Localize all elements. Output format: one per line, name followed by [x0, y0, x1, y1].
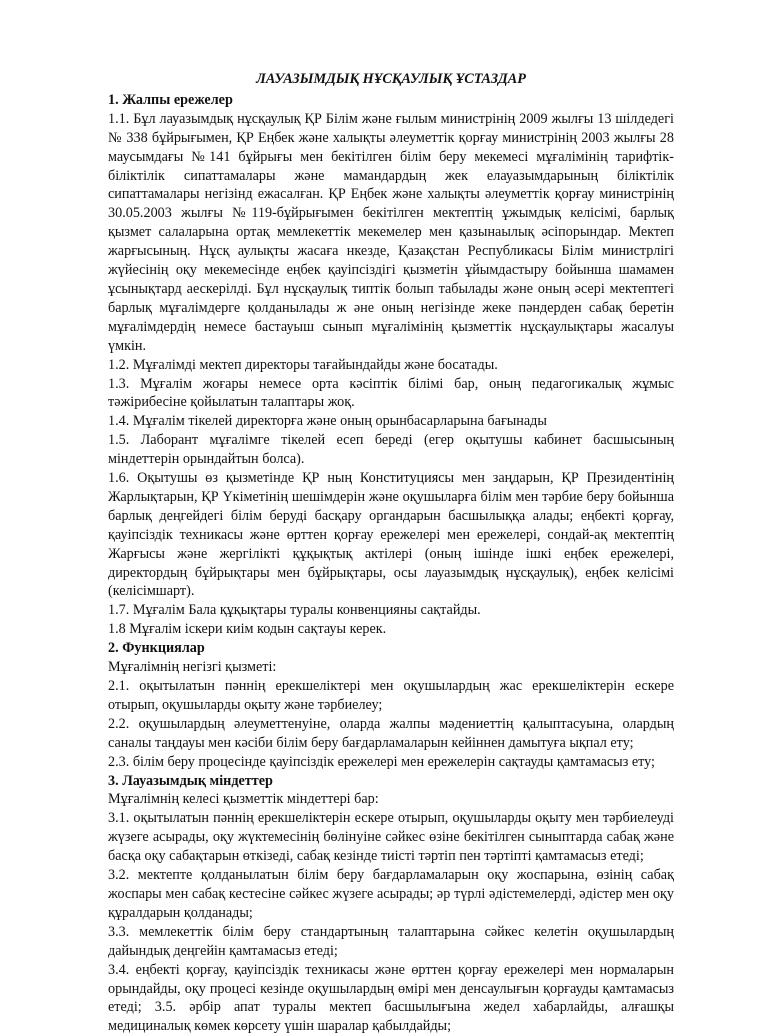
paragraph: 3.3. мемлекеттік білім беру стандартының талаптарына сәйкес келетін оқушылардың дайындық деңгейін қамтамасыз етеді; — [108, 923, 674, 959]
paragraph: 1.8 Мұғалім іскери киім кодын сақтауы керек. — [108, 621, 387, 638]
paragraph: 1.4. Мұғалім тікелей директорға және оның орынбасарларына бағынады — [108, 413, 547, 430]
paragraph: Мұғалімнің келесі қызметтік міндеттері бар: — [108, 791, 379, 808]
paragraph: 3.2. мектепте қолданылатын білім беру бағдарламаларын оқу жоспарына, өзінің сабақ жоспары мен сабақ кестесіне сәйкес жүзеге асырады; әр түрлі әдістемелерді, әдістер мен оқу құралдарын қолданады; — [108, 867, 674, 921]
section-functions — [108, 639, 674, 771]
paragraph: 3.4. еңбекті қорғау, қауіпсіздік техникасы және өрттен қорғау ережелері мен нормаларын орындайды, оқу процесі кезінде оқушылардың өмірі мен денсаулығын қорғауды қамтамасыз етеді; 3.5. әрбір апат туралы мектеп басшылығына жедел хабарлайды, алғашқы медициналық көмек көрсету үшін шаралар қабылдайды; — [108, 961, 674, 1035]
section-heading: 2. Функциялар — [108, 640, 205, 657]
paragraph: 1.3. Мұғалім жоғары немесе орта кәсіптік білімі бар, оның педагогикалық жұмыс тәжірибесіне қойылатын талаптары жоқ. — [108, 375, 674, 411]
section-general-provisions — [108, 91, 674, 639]
paragraph: 1.7. Мұғалім Бала құқықтары туралы конвенцияны сақтайды. — [108, 602, 481, 619]
section-heading: 1. Жалпы ережелер — [108, 91, 233, 108]
document-page — [108, 70, 674, 1036]
paragraph: 1.2. Мұғалімді мектеп директоры тағайындайды және босатады. — [108, 356, 498, 373]
paragraph: 2.1. оқытылатын пәннің ерекшеліктері мен оқушылардың жас ерекшеліктерін ескере отырып, оқушыларды оқыту және тәрбиелеу; — [108, 678, 674, 713]
paragraph: 2.3. білім беру процесінде қауіпсіздік ережелері мен ережелерін сақтауды қамтамасыз ету; — [108, 753, 655, 770]
paragraph: 2.2. оқушылардың әлеуметтенуіне, оларда жалпы мәдениеттің қалыптасуына, олардың саналы таңдауы мен кәсіби білім беру бағдарламаларын кейіннен дамытуға ықпал ету; — [108, 715, 674, 751]
section-duties — [108, 772, 674, 1036]
paragraph: Мұғалімнің негізгі қызметі: — [108, 659, 277, 676]
document-title: ЛАУАЗЫМДЫҚ НҰСҚАУЛЫҚ ҰСТАЗДАР — [256, 71, 526, 87]
section-heading: 3. Лауазымдық міндеттер — [108, 772, 273, 789]
paragraph: 3.1. оқытылатын пәннің ерекшеліктерін ескере отырып, оқушыларды оқыту мен тәрбиелеуді жүзеге асырады, оқу жүктемесінің бөлінуіне сәйкес өзіне бекітілген сыныптарда сабақ және басқа оқу сабақтарын өткізеді, сабақ кезінде тиісті тәртіп пен тәртіпті қамтамасыз етеді; — [108, 810, 674, 865]
paragraph: 1.5. Лаборант мұғалімге тікелей есеп береді (егер оқытушы кабинет басшысының міндеттерін орындайтын болса). — [108, 432, 674, 468]
paragraph: 1.6. Оқытушы өз қызметінде ҚР ның Конституциясы мен заңдарын, ҚР Президентінің Жарлықтарын, ҚР Үкіметінің шешімдерін және оқушыларға білім мен тәрбие беру бойынша барлық деңгейдегі білім беруді басқару органдарын басшылыққа алады; еңбекті қорғау, қауіпсіздік техникасы және өрттен қорғау ережелері мен ережелері, сондай-ақ мектептің Жарғысы және жергілікті құқықтық актілері (оның ішінде ішкі еңбек ережелері, директордың бұйрықтары мен бұйрықтары, осы лауазымдық нұсқаулық), еңбек келісімі (келісімшарт). — [108, 470, 674, 600]
paragraph: 1.1. Бұл лауазымдық нұсқаулық ҚР Білім және ғылым министрінің 2009 жылғы 13 шілдедегі № 338 бұйрығымен, ҚР Еңбек және халықты әлеуметтік қорғау министрінің 2003 жылғы 28 маусымдағы №141 бұйрығы мен бекітілген білім беру мекемесі мұғалімінің тарифтік-біліктілік сипаттамалары және мамандардың жек елауазымдарының біліктілік сипаттамалары негізінд ежасалған. ҚР Еңбек және халықты әлеуметтік қорғау министрінің 30.05.2003 жылғы №119-бұйрығымен бекітілген мектептің ұжымдық келісімі, барлық қызмет салаларына ортақ мемлекеттік мекемелер мен қазынаылық әсіпорындар. Мектеп жарғысының. Нұсқ аулықты жасаға нкезде, Қазақстан Республикасы Білім министрлігі жүйесінің оқу мекемесінде еңбек қауіпсіздігі қызметін ұйымдастыру бойынша шамамен ұсынықтард аескерілді. Бұл нұсқаулық типтік болып табылады және оның әсері мектептегі барлық мұғалімдерге қолданылады ж әне оның негізінде жеке пәндерден сабақ беретін мұғалімдердің немесе бастауыш сынып мұғалімінің қызметтік нұсқаулықтары жасалуы үмкін. — [108, 110, 674, 354]
